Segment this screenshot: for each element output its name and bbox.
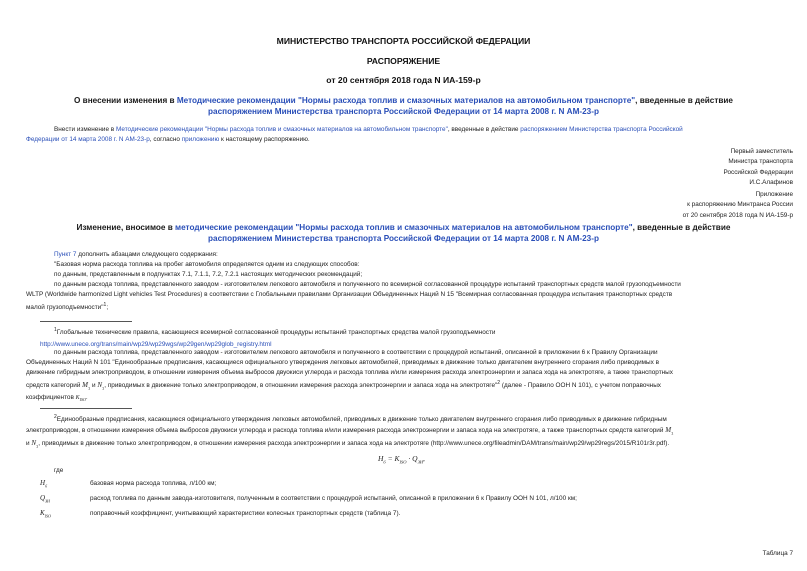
punkt-text: дополнить абзацами следующего содержания: xyxy=(76,251,218,258)
intro-paragraph xyxy=(26,125,793,145)
def-text-k: поправочный коэффициент, учитывающий характеристики колесных транспортных средств (таблица 7). xyxy=(90,510,401,517)
appendix-line: к распоряжению Минтранса России xyxy=(687,201,793,209)
def-text-h: базовая норма расхода топлива, л/100 км; xyxy=(90,480,217,487)
def-symbol-k: $K_{ISO}$ xyxy=(40,509,51,519)
appendix-line: Приложение xyxy=(755,191,793,198)
footnote-2-line-2: электроприводом, в отношении измерения объема выбросов двуокиси углерода и расхода топлива и/или измерения расхода электроэнергии и запаса хода на электротяге, а также транспортных средств категорий xyxy=(26,427,664,435)
appendix-block xyxy=(683,190,793,221)
intro-text-3: , согласно xyxy=(149,136,182,143)
signature-line: Министра транспорта xyxy=(728,158,793,166)
signature-line: И.С.Алафинов xyxy=(749,179,793,187)
punkt-7-link[interactable]: Пункт 7 xyxy=(54,251,77,258)
intro-link-methodology[interactable]: Методические рекомендации "Нормы расхода топлив и смазочных материалов на автомобильном транспорте" xyxy=(115,126,448,133)
footnote-1 xyxy=(40,325,793,350)
body2-line-4-end: (далее - Правило ООН N 101), с учетом поправочных xyxy=(500,382,661,390)
change-title-link-order[interactable]: распоряжением Министерства транспорта Российской Федерации от 14 марта 2008 г. N АМ-23-р xyxy=(208,234,599,243)
body-quote-3 xyxy=(26,280,793,313)
intro-link-order[interactable]: распоряжением Министерства транспорта Российской xyxy=(520,126,683,133)
intro-text-1: Внести изменение в xyxy=(54,126,116,133)
body2-line-3: движение гибридным электроприводом, в отношении измерения объема выбросов двуокиси углерода и расхода топлива и/или измерения расхода электроэнергии и запаса хода на электротяге, а также транспортных xyxy=(26,369,673,376)
quote-3-line-3: малой грузоподъемности" xyxy=(26,304,104,312)
coefficient-k-symbol: $K_{ISO}$ xyxy=(75,395,86,403)
document-type: РАСПОРЯЖЕНИЕ xyxy=(366,56,441,66)
signature-block xyxy=(724,147,794,189)
quote-3-line-1: по данным расхода топлива, представленного заводом - изготовителем легкового автомобиля и полученного по всемирной согласованной процедуре испытаний транспортных средств малой грузоподъемности xyxy=(54,281,681,288)
footnote-1-url[interactable]: http://www.unece.org/trans/main/wp29/wp29wgs/wp29gen/wp29glob_registry.html xyxy=(40,341,272,349)
footnote-ref-2[interactable]: 2 xyxy=(497,380,501,386)
body2-line-4-mid: , приводимых в движение только электроприводом, в отношении измерения расхода электроэнергии и запаса хода на электротяге" xyxy=(104,382,498,390)
formula-lhs: H xyxy=(378,454,384,463)
signature-line: Российской Федерации xyxy=(723,168,793,176)
signature-line: Первый заместитель xyxy=(730,148,793,155)
formula: $H_б = K_{ISO} \cdot Q_{ЗИ}$, xyxy=(378,454,425,465)
title-link-order[interactable]: распоряжением Министерства транспорта Российской Федерации от 14 марта 2008 г. N АМ-23-р xyxy=(208,107,599,116)
footnote-2-line-3: , приводимых в движение только электроприводом, в отношении измерения расхода электроэнергии и запаса хода на электротяге (http://www.unece.org/fileadmin/DAM/trans/main/wp29/wp29regs/2015/R101r3r.pdf). xyxy=(38,440,670,448)
def-symbol-h: $H_б$ xyxy=(40,479,48,489)
change-title xyxy=(20,222,787,244)
def-text-q: расход топлива по данным завода-изготовителя, полученным в соответствии с процедурой испытаний, описанной в приложении 6 к Правилу ООН N 101, л/100 км; xyxy=(90,495,577,502)
footnote-divider-2 xyxy=(40,408,132,409)
body-paragraph-2: по данным расхода топлива, представленного заводом - изготовителем легкового автомобиля и полученного в соответствии с процедурой испытаний, описанной в приложении 6 к Правилу Организации Объединенных Наций N 101 "Единообразные предписания, касающиеся официального утверждения легковых автомобилей, приводимых в движение только двигателем внутреннего сгорания либо приводимых в движение гибридным электроприводом, в отношении измерения объема выбросов двуокиси углерода и расхода топлива и/или измерения расхода электроэнергии и запаса хода на электротяге, а также транспортных средств категорий $M_1$ и $N_1$, приводимых в движение только электроприводом, в отношении измерения расхода электроэнергии и запаса хода на электротяге"$^2$ (далее - Правило ООН N 101), с учетом поправочных коэффициентов $K_{ISO}$. xyxy=(26,349,673,403)
change-title-link-methodology[interactable]: методические рекомендации "Нормы расхода топлив и смазочных материалов на автомобильном транспорте" xyxy=(175,223,633,232)
body2-line-1: по данным расхода топлива, представленного заводом - изготовителем легкового автомобиля и полученного в соответствии с процедурой испытаний, описанной в приложении 6 к Правилу Организации xyxy=(54,349,658,356)
footnote-2-line-1: Единообразные предписания, касающиеся официального утверждения легковых автомобилей, приводимых в движение только двигателем внутреннего сгорания либо приводимых в движение гибридным xyxy=(56,416,667,424)
formula-rhs: · Q xyxy=(406,454,418,463)
ministry-heading: МИНИСТЕРСТВО ТРАНСПОРТА РОССИЙСКОЙ ФЕДЕРАЦИИ xyxy=(276,36,531,46)
footnote-divider xyxy=(40,321,132,322)
document-date-number: от 20 сентября 2018 года N ИА-159-р xyxy=(326,75,481,85)
symbol-m1-footnote: M xyxy=(665,426,672,435)
intro-text-4: к настоящему распоряжению. xyxy=(219,136,310,143)
formula-eq: = K xyxy=(385,454,400,463)
footnote-2: $^2$Единообразные предписания, касающиеся официального утверждения легковых автомобилей, приводимых в движение только двигателем внутреннего сгорания либо приводимых в движение гибридным электроприводом, в отношении измерения объема выбросов двуокиси углерода и расхода топлива и/или измерения расхода электроэнергии и запаса хода на электротяге, а также транспортных средств категорий $M_1$ и $N_1$, приводимых в движение только электроприводом, в отношении измерения расхода электроэнергии и запаса хода на электротяге (http://www.unece.org/fileadmin/DAM/trans/main/wp29/wp29regs/2015/R101r3r.pdf). xyxy=(26,414,674,449)
body2-and: и xyxy=(90,382,98,390)
body-quote-1: "Базовая норма расхода топлива на пробег автомобиля определяется одним из следующих способов: xyxy=(54,261,360,268)
intro-link-appendix[interactable]: приложению xyxy=(181,136,220,143)
def-symbol-q: $Q_{ЗИ}$ xyxy=(40,494,50,504)
footnote-2-mark: 2 xyxy=(54,414,57,420)
intro-link-order-2[interactable]: Федерации от 14 марта 2008 г. N АМ-23-р xyxy=(26,136,150,143)
body-quote-2: по данным, представленным в подпунктах 7.1, 7.1.1, 7.2, 7.2.1 настоящих методических рекомендаций; xyxy=(54,271,363,278)
footnote-ref-1[interactable]: 1 xyxy=(103,302,107,308)
appendix-line: от 20 сентября 2018 года N ИА-159-р xyxy=(682,211,793,219)
footnote-1-mark: 1 xyxy=(54,327,57,333)
footnote-2-and: и xyxy=(26,440,30,448)
table-caption: Таблица 7 xyxy=(762,550,793,557)
body2-line-5: коэффициентов xyxy=(26,394,74,402)
title-prefix: О внесении изменения в xyxy=(74,96,177,105)
body2-line-4-start: средств категорий xyxy=(26,382,83,390)
symbol-n1-footnote: N xyxy=(31,439,37,448)
quote-3-line-2: WLTP (Worldwide harmonized Light vehicles Test Procedures) в соответствии с Глобальными правилами Организации Объединенных Наций N 15 "Всемирная согласованная процедура испытания транспортных средств xyxy=(26,291,673,298)
body2-line-2: Объединенных Наций N 101 "Единообразные предписания, касающиеся официального утверждения легковых автомобилей, приводимых в движение только двигателем внутреннего сгорания либо приводимых в xyxy=(26,359,660,366)
intro-text-2: , введенные в действие xyxy=(447,126,521,133)
where-label: где xyxy=(54,467,64,474)
change-title-middle: , введенные в действие xyxy=(632,223,731,232)
document-title xyxy=(20,95,787,117)
symbol-m1: M xyxy=(82,381,89,390)
symbol-n1: N xyxy=(97,381,103,390)
title-middle: , введенные в действие xyxy=(635,96,733,105)
footnote-1-text: Глобальные технические правила, касающиеся всемирной согласованной процедуры испытаний транспортных средства малой грузоподъемности xyxy=(56,329,496,337)
body-punkt xyxy=(54,250,793,260)
formula-tail: , xyxy=(423,454,425,463)
title-link-methodology[interactable]: Методические рекомендации "Нормы расхода топлив и смазочных материалов на автомобильном транспорте" xyxy=(176,96,636,105)
change-title-prefix: Изменение, вносимое в xyxy=(76,223,176,232)
quote-3-end: ; xyxy=(106,304,109,312)
